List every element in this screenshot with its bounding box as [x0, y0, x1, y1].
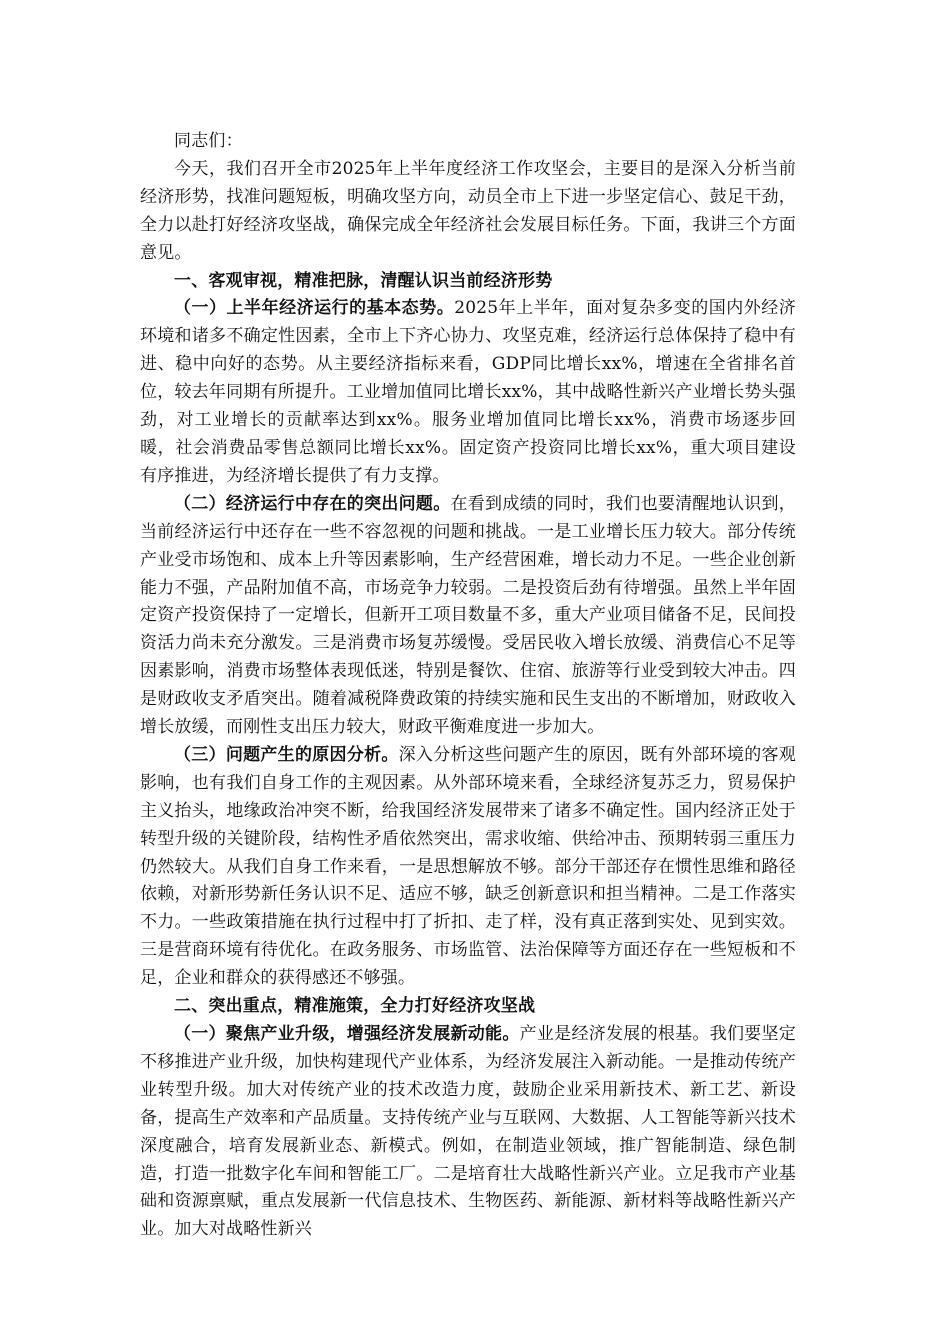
section-1-paragraph-2-text: 在看到成绩的同时，我们也要清醒地认识到，当前经济运行中还存在一些不容忽视的问题和挑战。一是工业增长压力较大。部分传统产业受市场饱和、成本上升等因素影响，生产经营困难，增长动力不足。一些企业创新能力不强，产品附加值不高，市场竞争力较弱。二是投资后劲有待增强。虽然上半年固定资产投资保持了一定增长，但新开工项目数量不多，重大产业项目储备不足，民间投资活力尚未充分激发。三是消费市场复苏缓慢。受居民收入增长放缓、消费信心不足等因素影响，消费市场整体表现低迷，特别是餐饮、住宿、旅游等行业受到较大冲击。四是财政收支矛盾突出。随着减税降费政策的持续实施和民生支出的不断增加，财政收入增长放缓，而刚性支出压力较大，财政平衡难度进一步加大。 — [140, 493, 797, 738]
section-1-paragraph-3 — [140, 742, 796, 993]
intro-paragraph: 今天，我们召开全市2025年上半年度经济工作攻坚会，主要目的是深入分析当前经济形势，找准问题短板，明确攻坚方向，动员全市上下进一步坚定信心、鼓足干劲，全力以赴打好经济攻坚战，确保完成全年经济社会发展目标任务。下面，我讲三个方面意见。 — [140, 158, 796, 263]
section-1-subheading-1: （一）上半年经济运行的基本态势。 — [174, 298, 455, 319]
section-1-paragraph-2 — [140, 491, 796, 742]
section-1-heading: 一、客观审视，精准把脉，清醒认识当前经济形势 — [174, 270, 553, 291]
section-2-paragraph-1 — [140, 1021, 796, 1244]
section-1-paragraph-1 — [140, 295, 796, 490]
section-2-subheading-1: （一）聚焦产业升级，增强经济发展新动能。 — [174, 1024, 520, 1044]
section-1-subheading-3: （三）问题产生的原因分析。 — [174, 744, 399, 765]
section-2-paragraph-1-text: 产业是经济发展的根基。我们要坚定不移推进产业升级，加快构建现代产业体系，为经济发展注入新动能。一是推动传统产业转型升级。加大对传统产业的技术改造力度，鼓励企业采用新技术、新工艺、新设备，提高生产效率和产品质量。支持传统产业与互联网、大数据、人工智能等新兴技术深度融合，培育发展新业态、新模式。例如，在制造业领域，推广智能制造、绿色制造，打造一批数字化车间和智能工厂。二是培育壮大战略性新兴产业。立足我市产业基础和资源禀赋，重点发展新一代信息技术、生物医药、新能源、新材料等战略性新兴产业。加大对战略性新兴 — [140, 1024, 797, 1240]
salutation: 同志们： — [174, 131, 243, 151]
section-1-subheading-2: （二）经济运行中存在的突出问题。 — [174, 493, 451, 514]
section-1-paragraph-1-text: 2025年上半年，面对复杂多变的国内外经济环境和诸多不确定性因素，全市上下齐心协力、攻坚克难，经济运行总体保持了稳中有进、稳中向好的态势。从主要经济指标来看，GDP同比增长xx%，增速在全省排名首位，较去年同期有所提升。工业增加值同比增长xx%，其中战略性新兴产业增长势头强劲，对工业增长的贡献率达到xx%。服务业增加值同比增长xx%，消费市场逐步回暖，社会消费品零售总额同比增长xx%。固定资产投资同比增长xx%，重大项目建设有序推进，为经济增长提供了有力支撑。 — [140, 298, 797, 486]
section-2-heading: 二、突出重点，精准施策，全力打好经济攻坚战 — [174, 996, 536, 1017]
section-1-paragraph-3-text: 深入分析这些问题产生的原因，既有外部环境的客观影响，也有我们自身工作的主观因素。从外部环境来看，全球经济复苏乏力，贸易保护主义抬头，地缘政治冲突不断，给我国经济发展带来了诸多不确定性。国内经济正处于转型升级的关键阶段，结构性矛盾依然突出，需求收缩、供给冲击、预期转弱三重压力仍然较大。从我们自身工作来看，一是思想解放不够。部分干部还存在惯性思维和路径依赖，对新形势新任务认识不足、适应不够，缺乏创新意识和担当精神。二是工作落实不力。一些政策措施在执行过程中打了折扣、走了样，没有真正落到实处、见到实效。三是营商环境有待优化。在政务服务、市场监管、法治保障等方面还存在一些短板和不足，企业和群众的获得感还不够强。 — [140, 744, 796, 989]
